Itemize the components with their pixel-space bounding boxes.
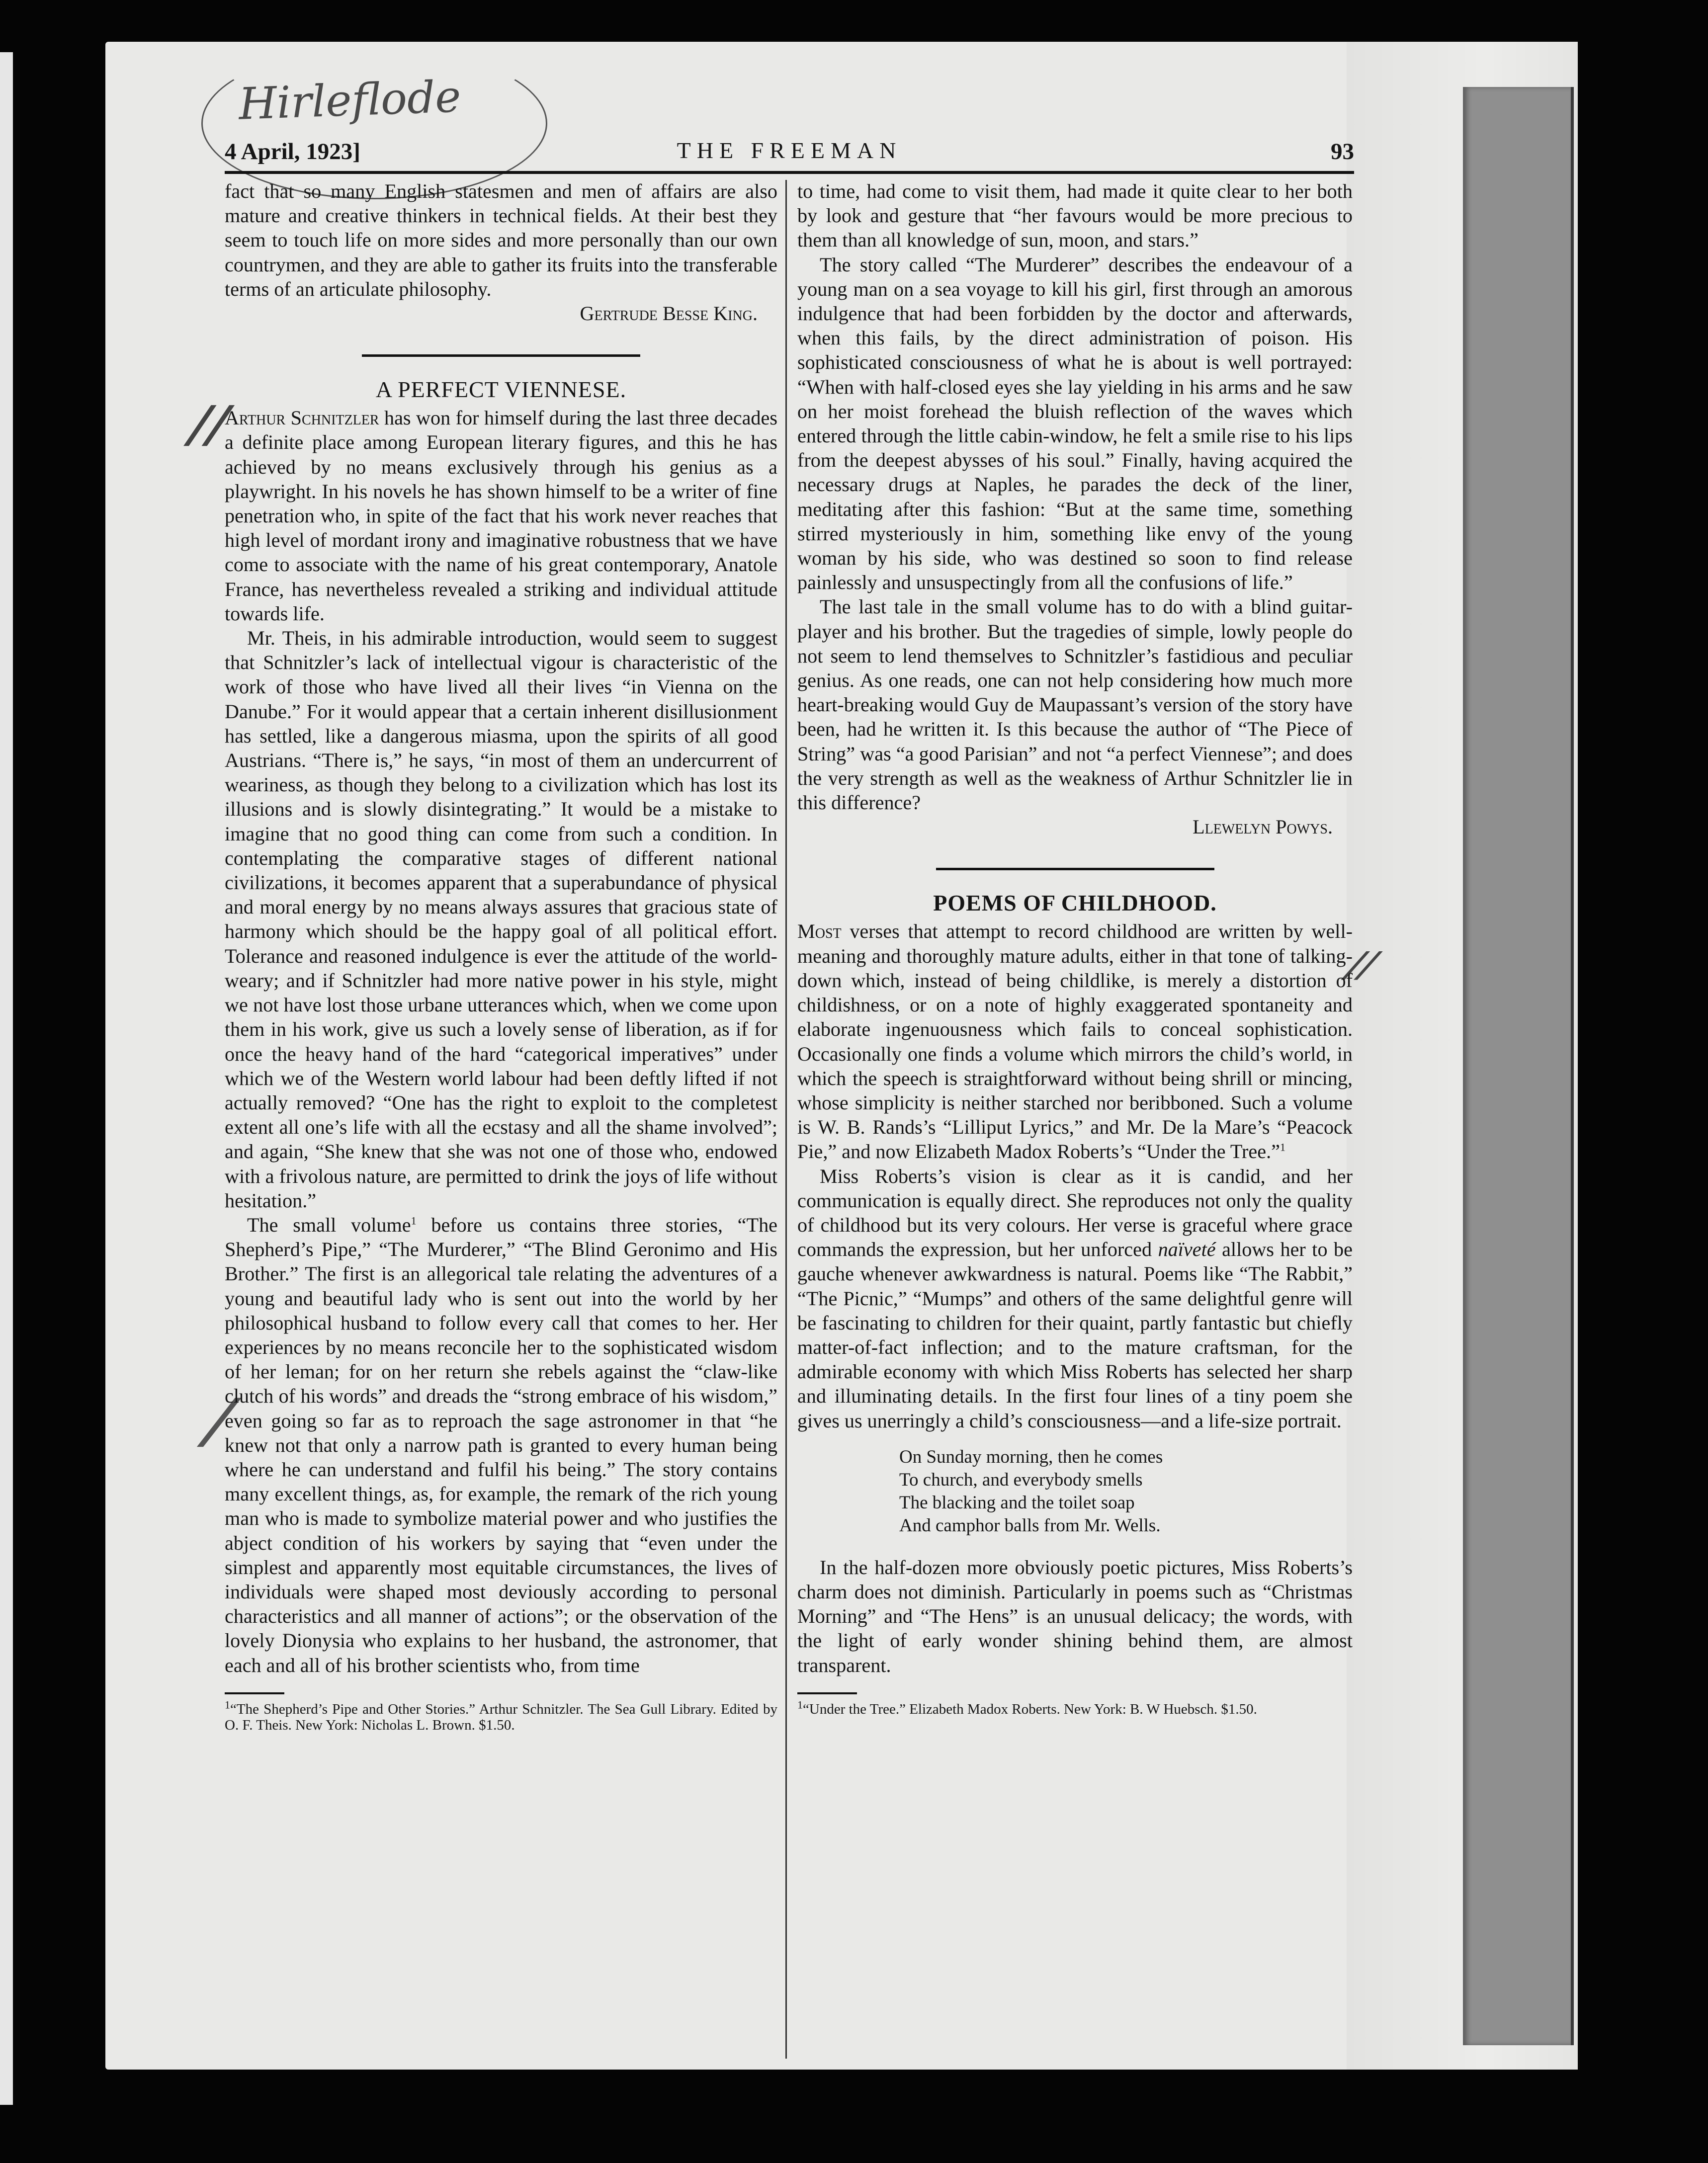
footnote-text: “Under the Tree.” Elizabeth Madox Roberts. New York: B. W Huebsch. $1.50. bbox=[803, 1701, 1257, 1717]
lead-name: Arthur Schnitzler bbox=[225, 407, 379, 429]
footnote-ref: 1 bbox=[411, 1214, 417, 1227]
page-header bbox=[225, 134, 1354, 164]
article-title: POEMS OF CHILDHOOD. bbox=[933, 890, 1217, 916]
paragraph-text: before us contains three stories, “The Shepherd’s Pipe,” “The Murderer,” “The Blind Geronimo and His Brother.” The first is an allegorical tale relating the adventures of a young and beautiful lady who is sent out into the world by her philosophical husband to follow every call that comes to her. Her experiences by no means reconcile her to the sophisticated wisdom of her leman; for on her return she rebels against the “claw-like clutch of his words” and dreads the “strong embrace of his wisdom,” even going so far as to reproach the sage astronomer in that “he knew not that only a narrow path is granted to every human being where he can understand and fulfil his being.” The story contains many excellent things, as, for example, the remark of the rich young man who is made to symbolize material power and who justifies the abject condition of his workers by saying that “even under the simplest and apparently most equitable circumstances, the lives of individuals were shaped most deviously according to personal characteristics and all manner of actions”; or the observation of the lovely Dionysia who explains to her husband, the astronomer, that each and all of his brother scientists who, from time bbox=[225, 1213, 777, 1676]
continued-paragraph: fact that so many English statesmen and men of affairs are also mature and creative thinkers in technical fields. At their best they seem to touch life on more sides and more personally than our own countrymen, and they are able to gather its fruits into the transferable terms of an articulate philosophy. bbox=[225, 180, 777, 300]
poem-line: On Sunday morning, then he comes bbox=[899, 1446, 1163, 1467]
author-signature: Llewelyn Powys. bbox=[1193, 816, 1333, 838]
article-paragraph: The last tale in the small volume has to do with a blind guitar-player and his brother. But the tragedies of simple, lowly people do not seem to lend themselves to Schnitzler’s fastidious and peculiar genius. As one reads, one can not help considering how much more heart-breaking would Guy de Maupassant’s version of the story have been, had he written it. Is this because the author of “The Piece of String” was “a good Parisian” and not “a perfect Viennese”; and does the very strength as well as the weakness of Arthur Schnitzler lie in this difference? bbox=[797, 595, 1353, 814]
article-paragraph bbox=[225, 1213, 777, 1677]
handwritten-annotation: Hirleflode bbox=[238, 71, 462, 130]
paragraph-text: verses that attempt to record childhood are written by well-meaning and thoroughly mature adults, either in that tone of talking-down which, instead of being childlike, is merely a distortion of childishness, or on a note of highly exaggerated spontaneity and elaborate ingenuousness which fails to conceal sophistication. Occasionally one finds a volume which mirrors the child’s world, in which the speech is straightforward without being shrill or mincing, whose simplicity is neither starched nor beribboned. Such a volume is W. B. Rands’s “Lilliput Lyrics,” and Mr. De la Mare’s “Peacock Pie,” and now Elizabeth Madox Roberts’s “Under the Tree.” bbox=[797, 920, 1353, 1163]
article-paragraph bbox=[797, 1164, 1353, 1433]
binding-strip bbox=[1463, 87, 1574, 2045]
section-separator bbox=[362, 354, 640, 357]
adjacent-page-edge bbox=[0, 52, 13, 2105]
footnote-marker: 1 bbox=[225, 1698, 230, 1711]
italic-word: naïveté bbox=[1158, 1238, 1216, 1261]
poem-line: The blacking and the toilet soap bbox=[899, 1492, 1135, 1513]
footnote-marker: 1 bbox=[797, 1698, 803, 1711]
paragraph-text: allows her to be gauche whenever awkwardness is natural. Poems like “The Rabbit,” “The Picnic,” “Mumps” and others of the same delightful genre will be fascinating to children for their quaint, partly fantastic but chiefly matter-of-fact inflection; and to the mature craftsman, for the admirable economy with which Miss Roberts has selected her sharp and illuminating details. In the first four lines of a tiny poem she gives us unerringly a child’s consciousness—and a life-size portrait. bbox=[797, 1238, 1353, 1432]
paragraph-text: Miss Roberts’s vision is clear as it is candid, and her communication is equally direct. She reproduces not only the quality of childhood but its very colours. Her verse is graceful where grace commands the expression, but her unforced bbox=[797, 1165, 1353, 1261]
poem-line: And camphor balls from Mr. Wells. bbox=[899, 1515, 1161, 1536]
column-divider bbox=[785, 180, 787, 2059]
lead-word: Most bbox=[797, 920, 842, 943]
masthead-title: THE FREEMAN bbox=[677, 138, 902, 163]
footnote bbox=[225, 1698, 777, 1733]
footnote bbox=[797, 1698, 1353, 1717]
article-paragraph bbox=[225, 406, 777, 626]
header-rule bbox=[225, 171, 1354, 174]
page-number: 93 bbox=[1331, 139, 1354, 165]
footnote-rule bbox=[225, 1692, 284, 1694]
margin-mark: // bbox=[180, 395, 239, 453]
margin-mark: / bbox=[192, 1387, 247, 1456]
article-paragraph bbox=[797, 919, 1353, 1164]
author-signature: Gertrude Besse King. bbox=[580, 302, 758, 325]
article-title: A PERFECT VIENNESE. bbox=[375, 377, 627, 403]
footnote-ref: 1 bbox=[1280, 1141, 1285, 1154]
article-paragraph: In the half-dozen more obviously poetic pictures, Miss Roberts’s charm does not diminish. Particularly in poems such as “Christmas Morning” and “The Hens” is an unusual delicacy; the words, with the light of early wonder shining behind them, are almost transparent. bbox=[797, 1556, 1353, 1676]
issue-date: 4 April, 1923] bbox=[225, 139, 360, 165]
poem-excerpt bbox=[899, 1446, 1353, 1537]
right-column bbox=[797, 179, 1353, 1717]
paragraph-text: has won for himself during the last three decades a definite place among European literary figures, and this he has achieved by no means exclusively through his genius as a playwright. In his novels he has shown himself to be a writer of fine penetration who, in spite of the fact that his work never reaches that high level of mordant irony and imaginative robustness that we have come to associate with the name of his great contemporary, Anatole France, has nevertheless revealed a striking and individual attitude towards life. bbox=[225, 407, 777, 625]
continued-paragraph: to time, had come to visit them, had made it quite clear to her both by look and gesture that “her favours would be more precious to them than all knowledge of sun, moon, and stars.” bbox=[797, 180, 1353, 251]
left-column bbox=[225, 179, 777, 1733]
section-separator bbox=[936, 868, 1214, 870]
poem-line: To church, and everybody smells bbox=[899, 1469, 1143, 1490]
article-paragraph: The story called “The Murderer” describes the endeavour of a young man on a sea voyage to kill his girl, first through an amorous indulgence that had been forbidden by the doctor and afterwards, when this fails, by the direct administration of poison. His sophisticated consciousness of what he is about is well portrayed: “When with half-closed eyes she lay yielding in his arms and he saw on her moist forehead the bluish reflection of the waves which entered through the little cabin-window, he felt a smile rise to his lips from the deepest abysses of his soul.” Finally, having acquired the necessary drugs at Naples, he parades the deck of the liner, meditating after this fashion: “But at the same time, something stirred mysteriously in him, something like envy of the young woman by his side, who was destined so soon to find release painlessly and unsuspectingly from all the confusions of life.” bbox=[797, 253, 1353, 594]
footnote-text: “The Shepherd’s Pipe and Other Stories.” Arthur Schnitzler. The Sea Gull Library. Edited by O. F. Theis. New York: Nicholas L. Brown. $1.50. bbox=[225, 1701, 777, 1733]
article-paragraph: Mr. Theis, in his admirable introduction, would seem to suggest that Schnitzler’s lack of intellectual vigour is characteristic of the work of those who have lived all their lives “in Vienna on the Danube.” For it would appear that a certain inherent disillusionment has settled, like a dangerous miasma, upon the spirits of all good Austrians. “There is,” he says, “in most of them an undercurrent of weariness, as though they belong to a civilization which has lost its illusions and is slowly disintegrating.” It would be a mistake to imagine that no good thing can come from such a condition. In contemplating the comparative stages of different national civilizations, it becomes apparent that a superabundance of physical and moral energy by no means always assures that gracious state of harmony which should be the happy goal of all political effort. Tolerance and reasoned indulgence is ever the attitude of the world-weary; and if Schnitzler had more native power in his style, might we not have lost those urbane utterances which, when we come upon them in his work, give us such a lovely sense of liberation, as if for once the heavy hand of the hard “categorical imperatives” under which we of the Western world labour had been deftly lifted if not actually removed? “One has the right to exploit to the completest extent all one’s life with all the ecstasy and all the shame involved”; and again, “She knew that she was not one of those who, endowed with a frivolous nature, are permitted to drink the joys of life without hesitation.” bbox=[225, 627, 777, 1212]
paragraph-text: The small volume bbox=[247, 1213, 411, 1236]
footnote-rule bbox=[797, 1692, 857, 1694]
margin-mark: // bbox=[1338, 944, 1387, 985]
